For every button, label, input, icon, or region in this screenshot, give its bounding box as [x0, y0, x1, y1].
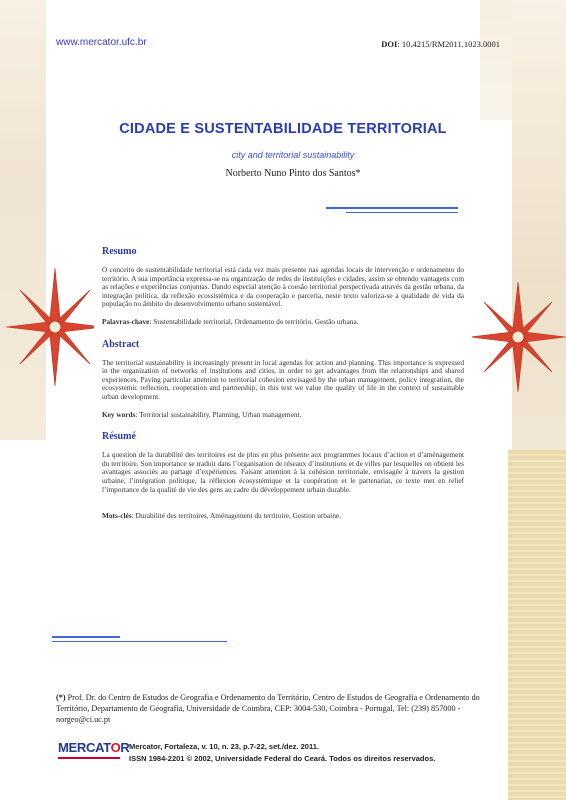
compass-rose-icon [470, 282, 566, 392]
author-affiliation-footnote [56, 692, 506, 725]
abstract-block [94, 238, 472, 547]
logo-text-o: O [110, 740, 121, 755]
section-heading: Resumo [102, 246, 137, 257]
journal-website-link[interactable]: www.mercator.ufc.br [56, 37, 147, 48]
section-body: La question de la durabilité des territoires est de plus en plus présente aux programmes locaux d’action et d’aménagement du territoire. Son importance se traduit dans l’organisation de réseaux d’institutions et de villes par lesquelles on obtient les avantages associés au partage d’expériences. Faisant attention à la cohésion territoriale, envisagée à travers la gestion urbaine, l’intégration politique, la réflexion écosystémique et la coopération et le partenariat, ce texte met en relief l’importance de la qualité de vie des gens au cadre du développement urbain durable. [102, 450, 464, 494]
section-heading: Abstract [102, 338, 140, 350]
logo-underline [58, 757, 120, 759]
article-subtitle: city and territorial sustainability [231, 150, 355, 160]
keywords-label: Key words [102, 409, 136, 419]
mercator-logo [58, 740, 130, 755]
footnote-mark: (*) [56, 693, 66, 702]
journal-copyright: ISSN 1984-2201 © 2002, Universidade Federal do Ceará. Todos os direitos reservados. [129, 754, 436, 763]
doi [381, 39, 500, 49]
journal-citation: Mercator, Fortaleza, v. 10, n. 23, p.7-22, set./dez. 2011. [129, 742, 319, 751]
decorative-rule [52, 636, 120, 638]
section-abstract [102, 339, 464, 420]
keywords [102, 512, 464, 521]
logo-text-post: R [120, 740, 130, 755]
logo-text-pre: MERCAT [58, 740, 111, 755]
author-name: Norberto Nuno Pinto dos Santos* [225, 168, 361, 179]
section-body: O conceito de sustentabilidade territorial está cada vez mais presente nas agendas locais de intervenção e ordenamento do território. A sua importância expressa-se na organização de redes de instituições e cidades, assim se obtendo vantagens com as relações e experiências conjuntas. Dando especial atenção à coesão territorial perspectivada através da gestão urbana, da integração política, da reflexão ecossistémica e da cooperação e parceria, neste texto valoriza-se a qualidade de vida da população no âmbito do desenvolvimento urbano sustentável. [102, 265, 464, 309]
keywords-value: : Territorial sustainability, Planning, Urban management. [135, 409, 302, 419]
compass-rose-icon [6, 268, 104, 386]
decorative-rule [346, 212, 458, 213]
keywords [102, 318, 464, 327]
section-heading: Résumé [102, 431, 136, 443]
keywords-label: Mots-clés [102, 511, 132, 521]
section-resume [102, 431, 464, 521]
section-resumo [102, 246, 464, 327]
keywords-label: Palavras-chave [102, 316, 150, 326]
decorative-rule [326, 207, 458, 209]
doi-value: : 10.4215/RM2011.1023.0001 [397, 39, 500, 49]
right-bottom-texture-decoration [508, 450, 566, 800]
section-body: The territorial sustainability is increasingly present in local agendas for action and planning. This importance is expressed in the organization of networks of institutions and cities, in order to get advantages from the relationships and shared experiences. Paying particular attention to territorial cohesion envisaged by the urban management, policy integration, the ecosystemic reflection, cooperation and partnership, in this text we value the quality of life in the context of sustainable urban development. [102, 357, 464, 401]
decorative-rule [52, 641, 227, 642]
article-title: CIDADE E SUSTENTABILIDADE TERRITORIAL [119, 121, 447, 137]
footnote-text: Prof. Dr. do Centro de Estudos de Geografia e Ordenamento do Território, Centro de Estudos de Geografia e Ordenamento do Território, Departamento de Geografia, Universidade de Coimbra, CEP: 3004-530, Coimbra - Portugal, Tel: (239) 857000 - norgeo@ci.uc.pt [56, 693, 480, 724]
doi-label: DOI [381, 39, 398, 49]
keywords-value: : Sustentabilidade territorial, Ordenamento do território, Gestão urbana. [149, 316, 359, 326]
keywords-value: : Durabilité des territoires, Aménagement du territoire, Gestion urbaine. [131, 511, 341, 521]
keywords [102, 411, 464, 420]
journal-info [129, 741, 435, 765]
